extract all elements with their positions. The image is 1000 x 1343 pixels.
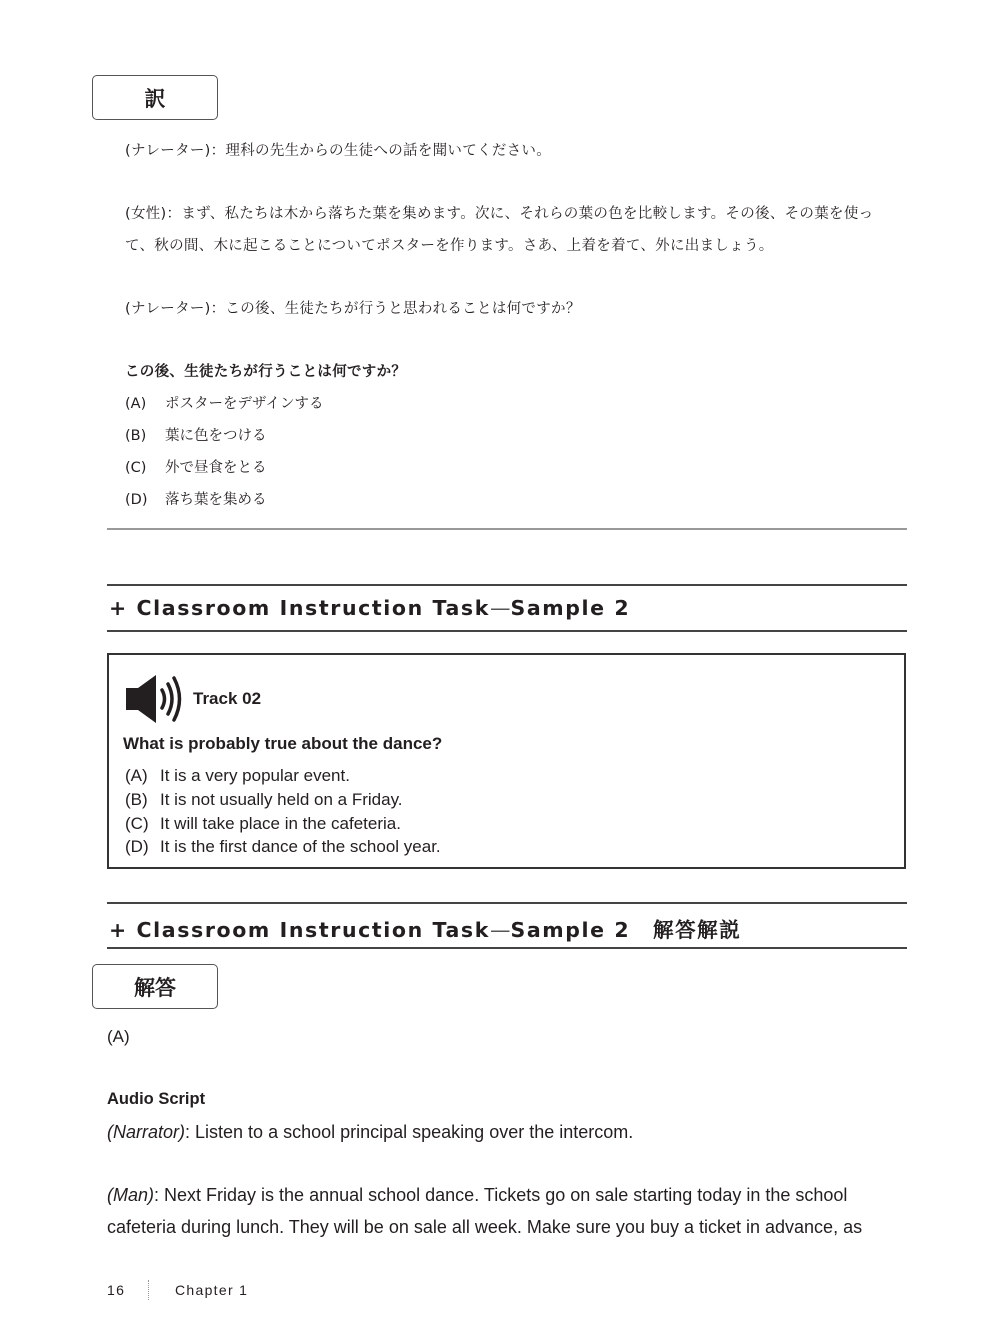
choice-letter: (A) [125,766,148,785]
translation-label: 訳 [144,86,166,111]
track-question: What is probably true about the dance? [123,734,443,753]
section-heading-sample2 [109,596,630,620]
choice-letter: (B) [125,790,148,809]
translation-label-box [92,75,218,120]
speaker-narrator: (Narrator) [107,1122,186,1142]
choice-text: 外で昼食をとる [165,460,267,476]
choice-text: It is not usually held on a Friday. [160,790,403,809]
choice-letter: (D) [125,492,148,508]
choice-jp-d [125,488,267,509]
answer-label: 解答 [134,975,176,1000]
choice-text: It will take place in the cafeteria. [160,814,401,833]
man-text-1: : Next Friday is the annual school dance. Tickets go on sale starting today in the school [154,1185,848,1205]
narrator-script-line [107,1122,907,1143]
heading-title-jp: 解答解説 [652,918,742,942]
man-text-2: cafeteria during lunch. They will be on sale all week. Make sure you buy a ticket in advance, as [107,1217,863,1237]
footer-separator [148,1280,149,1300]
heading-title-part1: Classroom Instruction Task [136,918,490,942]
answer-label-box [92,964,218,1009]
heading-dash: — [489,918,511,942]
speaker-man: (Man) [107,1185,155,1205]
heading-rule-top [107,584,907,586]
choice-text: ポスターをデザインする [165,396,324,412]
answer-heading-rule-top [107,902,907,904]
track-choice-d [125,837,441,857]
heading-title-part1: Classroom Instruction Task [136,596,490,620]
plus-icon: + [109,918,128,942]
question-jp: この後、生徒たちが行うことは何ですか？ [125,364,407,380]
narrator-text: : Listen to a school principal speaking over the intercom. [185,1122,634,1142]
answer-value: (A) [107,1027,130,1046]
choice-letter: (C) [125,460,147,476]
choice-jp-c [125,456,267,477]
speaker-icon[interactable] [125,673,187,725]
heading-title-part2: Sample 2 [510,596,631,620]
choice-letter: (C) [125,814,149,833]
track-choice-b [125,790,403,810]
section-heading-sample2-answer [109,913,741,943]
choice-letter: (B) [125,428,147,444]
heading-dash: — [489,596,511,620]
heading-rule-bottom [107,630,907,632]
chapter-label: Chapter 1 [175,1282,249,1298]
choice-letter: (A) [125,396,147,412]
choice-text: 葉に色をつける [165,428,267,444]
choice-text: It is the first dance of the school year. [160,837,441,856]
section-divider [107,528,907,530]
choice-jp-b [125,424,267,445]
narrator-intro-jp: (ナレーター)：理科の先生からの生徒への話を聞いてください。 [125,143,552,159]
track-choice-c [125,814,401,834]
man-script-line-2 [107,1217,907,1238]
track-label: Track 02 [193,689,262,708]
choice-jp-a [125,392,323,413]
woman-line-2-jp: て、秋の間、木に起こることについてポスターを作ります。さあ、上着を着て、外に出ましょう。 [125,238,774,254]
plus-icon: + [109,596,128,620]
choice-text: 落ち葉を集める [165,492,267,508]
choice-text: It is a very popular event. [160,766,350,785]
heading-title-part2: Sample 2 [510,918,631,942]
narrator-question-jp: (ナレーター)：この後、生徒たちが行うと思われることは何ですか？ [125,301,581,317]
man-script-line-1 [107,1185,907,1206]
choice-letter: (D) [125,837,149,856]
answer-heading-rule-bottom [107,947,907,949]
audio-script-heading: Audio Script [107,1090,206,1108]
track-choice-a [125,766,350,786]
woman-line-1-jp: (女性)：まず、私たちは木から落ちた葉を集めます。次に、それらの葉の色を比較します。その後、その葉を使っ [125,206,874,222]
page-number: 16 [107,1282,126,1298]
